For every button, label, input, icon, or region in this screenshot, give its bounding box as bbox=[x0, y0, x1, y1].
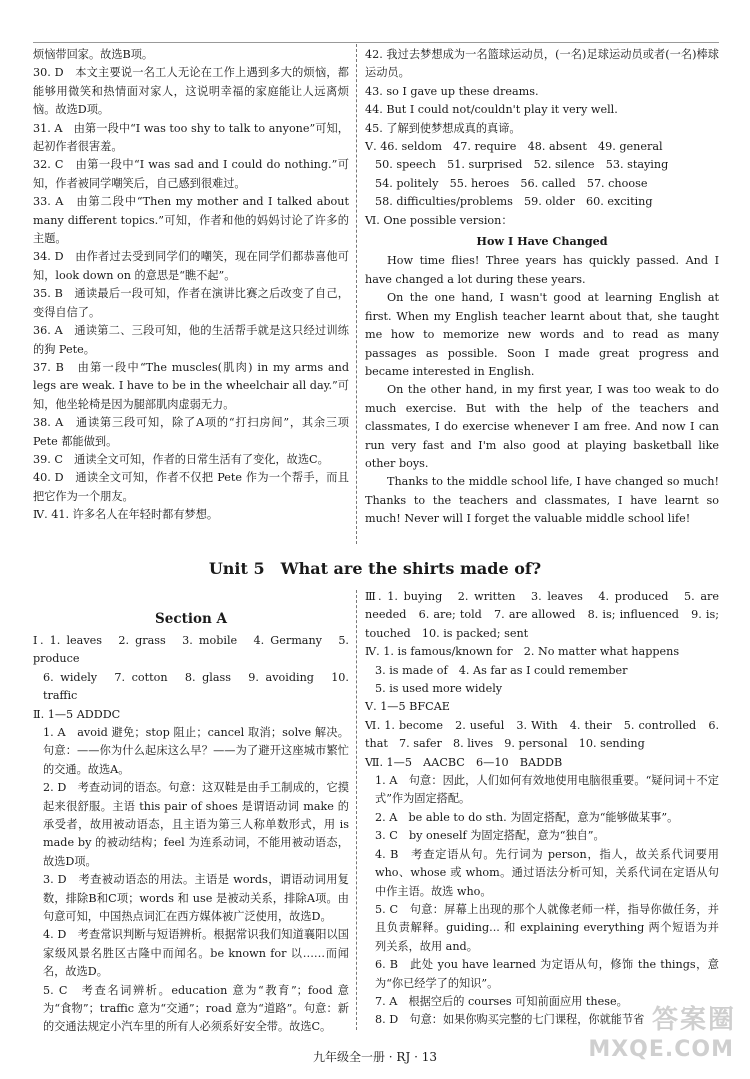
answer-item: 38. A 通读第三段可知，除了A项的“打扫房间”，其余三项 Pete 都能做到。 bbox=[33, 416, 349, 448]
answer-key: Ⅶ. 1—5 AACBC 6—10 BADDB bbox=[365, 755, 563, 769]
essay-title: How I Have Changed bbox=[476, 234, 608, 249]
answer-item: 5. is used more widely bbox=[375, 682, 503, 696]
essay-paragraph: On the one hand, I wasn't good at learning English at first. When my English teacher learnt about that, she taught me how to memorize new words and to read as many passages as possible. Soon I made great progress and became interested in English. bbox=[365, 291, 719, 378]
answer-key: Ⅱ. 1—5 ADDDC bbox=[33, 707, 121, 721]
answer-item: 37. B 由第一段中“The muscles(肌肉) in my arms and legs are weak. I have to be in the wheelchair all day.”可知，他坐轮椅是因为腿部肌肉虚弱无力。 bbox=[33, 360, 349, 411]
answer-item: 40. D 通读全文可知，作者不仅把 Pete 作为一个帮手，而且把它作为一个朋友。 bbox=[33, 471, 349, 503]
essay-paragraph: How time flies! Three years has quickly passed. And I have changed a lot during these years. bbox=[365, 254, 719, 286]
answer-item: 5. C 考查名词辨析。education 意为“教育”；food 意为“食物”；traffic 意为“交通”；road 意为“道路”。句意：新的交通法规定小汽车里的所有人必须系好安全带。故选C。 bbox=[43, 983, 349, 1034]
top-rule bbox=[33, 42, 719, 43]
answer-item: 1. A 句意：因此，人们如何有效地使用电脑很重要。“疑问词＋不定式”作为固定搭配。 bbox=[375, 774, 719, 806]
vocab-line: 6. widely 7. cotton 8. glass 9. avoiding 10. traffic bbox=[43, 670, 349, 703]
answer-item: 31. A 由第一段中“I was too shy to talk to anyone”可知，起初作者很害羞。 bbox=[33, 121, 349, 154]
watermark-logo bbox=[588, 1005, 740, 1071]
answer-item: 32. C 由第一段中“I was sad and I could do nothing.”可知，作者被同学嘲笑后，自己感到很难过。 bbox=[33, 158, 349, 190]
watermark-text: 答案圈 bbox=[651, 1005, 736, 1035]
essay-paragraph: Thanks to the middle school life, I have changed so much! Thanks to the teachers and classmates, I have learnt so much! Never will I forget the valuable middle school life! bbox=[365, 475, 719, 526]
section-title: Section A bbox=[155, 610, 227, 627]
vocab-line: 54. politely 55. heroes 56. called 57. choose bbox=[375, 176, 648, 190]
answer-item: 42. 我过去梦想成为一名篮球运动员，(一名)足球运动员或者(一名)棒球运动员。 bbox=[365, 48, 719, 80]
left-column-top bbox=[33, 46, 349, 525]
answer-item: 45. 了解到使梦想成真的真谛。 bbox=[365, 121, 521, 135]
vocab-line: 50. speech 51. surprised 52. silence 53. staying bbox=[375, 158, 669, 172]
answer-item: 3. D 考查被动语态的用法。主语是 words，谓语动词用复数，排除B和C项；words 和 use 是被动关系，排除A项。由句意可知，中国热点词汇在西方媒体被广泛使用，故选D。 bbox=[43, 873, 349, 923]
answer-item: 7. A 根据空后的 courses 可知前面应用 these。 bbox=[375, 994, 628, 1008]
watermark-url: MXQE.COM bbox=[588, 1037, 734, 1062]
answer-item: 2. D 考查动词的语态。句意：这双鞋是由手工制成的，它摸起来很舒服。主语 this pair of shoes 是谓语动词 make 的承受者，故用被动语态，且主语为第三人称单数形式，用 is made by 的被动结构；feel 为连系动词，不能用被动语态，故选D项。 bbox=[43, 781, 349, 868]
answer-item: 30. D 本文主要说一名工人无论在工作上遇到多大的烦恼，都能够用微笑和热情面对家人，这说明幸福的家庭能让人远离烦恼。故选D项。 bbox=[33, 66, 349, 117]
answer-item: 34. D 由作者过去受到同学们的嘲笑，现在同学们都恭喜他可知，look down on 的意思是“瞧不起”。 bbox=[33, 250, 349, 282]
answer-item: 39. C 通读全文可知，作者的日常生活有了变化，故选C。 bbox=[33, 452, 329, 466]
answer-key: Ⅴ. 1—5 BFCAE bbox=[365, 700, 450, 714]
left-column-bottom bbox=[33, 596, 349, 1037]
vocab-line: Ⅴ. 46. seldom 47. require 48. absent 49. general bbox=[365, 140, 663, 154]
answer-item: 3. is made of 4. As far as I could remember bbox=[375, 663, 628, 677]
answer-item: 3. C by oneself 为固定搭配，意为“独自”。 bbox=[375, 829, 605, 843]
answer-item: 35. B 通读最后一段可知，作者在演讲比赛之后改变了自己，变得自信了。 bbox=[33, 287, 349, 319]
answer-item: 44. But I could not/couldn't play it very well. bbox=[365, 103, 618, 117]
answer-item: 36. A 通读第二、三段可知，他的生活帮手就是这只经过训练的狗 Pete。 bbox=[33, 324, 349, 356]
column-divider-top bbox=[356, 44, 357, 544]
vocab-line: 58. difficulties/problems 59. older 60. exciting bbox=[375, 195, 653, 209]
answer-item: 4. D 考查常识判断与短语辨析。根据常识我们知道襄阳以国家级风景名胜区古隆中而闻名。be known for 以……而闻名，故选D。 bbox=[43, 928, 349, 979]
vocab-line: Ⅰ. 1. leaves 2. grass 3. mobile 4. Germany 5. produce bbox=[33, 633, 349, 666]
unit-title: Unit 5 What are the shirts made of? bbox=[208, 559, 542, 578]
answer-item: Ⅳ. 41. 许多名人在年轻时都有梦想。 bbox=[33, 508, 219, 522]
column-divider-bottom bbox=[356, 590, 357, 1030]
page-footer: 九年级全一册 · RJ · 13 bbox=[312, 1050, 437, 1064]
answer-item: Ⅲ. 1. buying 2. written 3. leaves 4. produced 5. are needed 6. are; told 7. are allowed 8. is; influenced 9. is; touched 10. is packed; sent bbox=[365, 590, 719, 640]
right-column-top bbox=[365, 46, 719, 529]
essay-intro: Ⅵ. One possible version： bbox=[365, 213, 513, 227]
answer-item: 2. A be able to do sth. 为固定搭配，意为“能够做某事”。 bbox=[375, 810, 679, 824]
answer-item: Ⅳ. 1. is famous/known for 2. No matter what happens bbox=[365, 645, 680, 659]
answer-item: Ⅵ. 1. become 2. useful 3. With 4. their 5. controlled 6. that 7. safer 8. lives 9. personal 10. sending bbox=[365, 718, 719, 751]
essay-paragraph: On the other hand, in my first year, I was too weak to do much exercise. But with the help of the teachers and classmates, I do exercise whenever I am free. And now I can run very fast and I'm also good at playing basketball like other boys. bbox=[365, 383, 719, 470]
answer-item: 43. so I gave up these dreams. bbox=[365, 84, 539, 98]
answer-item: 1. A avoid 避免；stop 阻止；cancel 取消；solve 解决。句意：——你为什么起床这么早？——为了避开这座城市繁忙的交通。故选A。 bbox=[43, 725, 349, 776]
answer-item: 6. B 此处 you have learned 为定语从句，修饰 the things，意为“你已经学了的知识”。 bbox=[375, 958, 719, 990]
answer-item: 烦恼带回家。故选B项。 bbox=[33, 48, 154, 61]
answer-item: 4. B 考查定语从句。先行词为 person，指人，故关系代词要用 who、whose 或 whom。通过语法分析可知，关系代词在定语从句中作主语。故选 who。 bbox=[375, 847, 719, 898]
answer-item: 5. C 句意：屏幕上出现的那个人就像老师一样，指导你做任务，并且负责解释。guiding... 和 explaining everything 两个短语为并列关系，故用 and。 bbox=[375, 902, 719, 953]
answer-item: 8. D 句意：如果你购买完整的七门课程，你就能节省 bbox=[375, 1013, 645, 1027]
answer-item: 33. A 由第二段中“Then my mother and I talked about many different topics.”可知，作者和他的妈妈讨论了许多的主题。 bbox=[33, 195, 349, 246]
right-column-bottom bbox=[365, 588, 719, 1030]
